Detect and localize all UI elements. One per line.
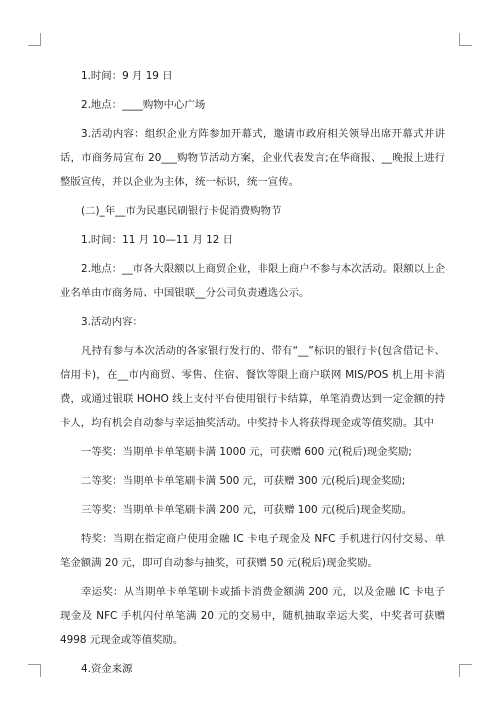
paragraph-first-prize: 一等奖：当期单卡单笔刷卡满 1000 元，可获赠 600 元(税后)现金奖励; [81,446,412,458]
paragraph-time: 1.时间：9 月 19 日 [81,70,173,82]
paragraph-activity-content: 3.活动内容：组织企业方阵参加开幕式，邀请市政府相关领导出席开幕式并讲话，市商务局宣布 20___购物节活动方案，企业代表发言;在华商报、__晚报上进行整版宣传，并以企业为主体，统一标识，统一宣传。 [60,128,445,188]
section-heading-2: (二)_年__市为民惠民刷银行卡促消费购物节 [81,205,282,217]
paragraph-location-2: 2.地点：__市各大限额以上商贸企业，非限上商户不参与本次活动。限额以上企业名单由市商务局、中国银联__分公司负责遴选公示。 [60,263,445,299]
crop-mark-bottom-right [459,664,472,677]
paragraph-activity-description: 凡持有参与本次活动的各家银行发行的、带有“__”标识的银行卡(包含借记卡、信用卡)，在__市内商贸、零售、住宿、餐饮等限上商户联网 MIS/POS 机上用卡消费，或通过银联 HOHO 线上支付平台使用银行卡结算，单笔消费达到一定金额的持卡人，均有机会自动参与幸运抽奖活动。中奖持卡人将获得现金或等值奖励。其中 [60,345,445,429]
paragraph-second-prize: 二等奖：当期单卡单笔刷卡满 500 元，可获赠 300 元(税后)现金奖励; [81,475,406,487]
crop-mark-bottom-left [28,664,41,677]
paragraph-time-2: 1.时间：11 月 10—11 月 12 日 [81,234,234,246]
paragraph-activity-heading: 3.活动内容： [81,316,143,328]
paragraph-funding-source: 4.资金来源 [81,663,133,675]
crop-mark-top-right [459,33,472,46]
paragraph-special-prize: 特奖：当期在指定商户使用金融 IC 卡电子现金及 NFC 手机进行闪付交易、单笔金额满 20 元，即可自动参与抽奖，可获赠 50 元(税后)现金奖励。 [60,533,445,569]
document-body [60,64,445,686]
paragraph-location: 2.地点：____购物中心广场 [81,99,206,111]
paragraph-lucky-prize: 幸运奖：从当期单卡单笔刷卡或插卡消费金额满 200 元，以及金融 IC 卡电子现金及 NFC 手机闪付单笔满 20 元的交易中，随机抽取幸运大奖，中奖者可获赠 4998 元现金或等值奖励。 [60,586,445,646]
crop-mark-top-left [28,33,41,46]
paragraph-third-prize: 三等奖：当期单卡单笔刷卡满 200 元，可获赠 100 元(税后)现金奖励。 [81,504,413,516]
